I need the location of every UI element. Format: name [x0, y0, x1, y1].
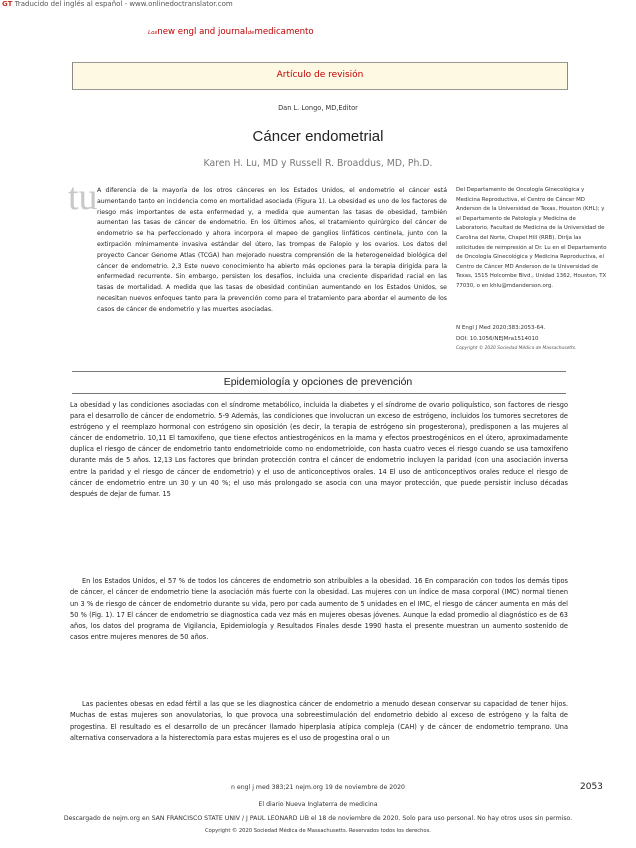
- sidebar-copyright: Copyright © 2020 Sociedad Médica de Massachusetts.: [456, 346, 577, 351]
- article-type-label: Artículo de revisión: [276, 70, 364, 80]
- journal-main-2: medicamento: [254, 27, 314, 37]
- download-notice: Descargado de nejm.org en SAN FRANCISCO STATE UNIV / J PAUL LEONARD LIB el 18 de noviembre de 2020. Solo para uso personal. No hay otros usos sin permiso.: [63, 815, 573, 822]
- article-authors: Karen H. Lu, MD y Russell R. Broaddus, MD, Ph.D.: [203, 158, 433, 169]
- section-rule-bottom: [72, 393, 566, 394]
- translator-text: Traducido del inglés al español - www.onlinedoctranslator.com: [14, 0, 233, 8]
- citation: N Engl J Med 2020;383:2053-64.: [456, 325, 546, 331]
- body-paragraph-1: La obesidad y las condiciones asociadas con el síndrome metabólico, incluida la diabetes y el síndrome de ovario poliquístico, son factores de riesgo para el desarrollo de cáncer de endometrio. 5-9 Además, las condiciones que involucran un exceso de estrógeno, incluidos los tumores secretores de estrógeno y el reemplazo hormonal con estrógeno sin oposición (es decir, la terapia de estrógeno sin progesterona), predisponen a las mujeres al cáncer de endometrio. 10,11 El tamoxifeno, que tiene efectos antiestrogénicos en la mama y efectos proestrogénicos en el útero, aproximadamente duplica el riesgo de cáncer de endometrio tanto endometrioide como no endometrioide, con hasta cuatro veces el riesgo cuando se usa tamoxifeno durante más de 5 años. 12,13 Los factores que brindan protección contra el cáncer de endometrio incluyen la paridad (con una asociación inversa entre la paridad y el riesgo de cáncer de endometrio) y el uso de anticonceptivos orales. 14 El uso de anticonceptivos orales reduce el riesgo de cáncer de endometrio entre un 30 y un 40 %; el uso más prolongado se asocia con una mayor protección, que puede persistir incluso décadas después de dejar de fumar. 15: [70, 401, 568, 498]
- lead-paragraph: A diferencia de la mayoría de los otros cánceres en los Estados Unidos, el endometrio el cáncer está aumentando tanto en incidencia como en mortalidad asociada (Figura 1). La obesidad es uno de los factores de riesgo más importantes de esta enfermedad y, a medida que aumentan las tasas de obesidad, también aumentan las tasas de cáncer de endometrio. En los últimos años, el tratamiento quirúrgico del cáncer de endometrio se ha perfeccionado y ahora incorpora el mapeo de ganglios linfáticos centinela, junto con la extirpación mínimamente invasiva estándar del útero, las trompas de Falopio y los ovarios. Los datos del proyecto Cancer Genome Atlas (TCGA) han mejorado nuestra comprensión de la heterogeneidad biológica del cáncer de endometrio. 2,3 Este nuevo conocimiento ha abierto más opciones para la terapia dirigida para la enfermedad recurrente. Sin embargo, persisten los desafíos, incluida una creciente disparidad racial en las tasas de mortalidad. A medida que las tasas de obesidad continúan aumentando en los Estados Unidos, se necesitan nuevos enfoques tanto para la prevención como para el tratamiento para abordar el aumento de los casos de cáncer de endometrio y las muertes asociadas.: [97, 187, 447, 313]
- drop-cap: tu: [68, 176, 98, 218]
- editor-line: Dan L. Longo, MD,Editor: [278, 104, 358, 112]
- journal-name-footer: El diario Nueva Inglaterra de medicina: [258, 801, 378, 808]
- translator-banner: [2, 0, 233, 8]
- body-paragraph-3: Las pacientes obesas en edad fértil a las que se les diagnostica cáncer de endometrio a menudo desean conservar su capacidad de tener hijos. Muchas de estas mujeres son anovulatorias, lo que provoca una sobreestimulación del endometrio debido al exceso de estrógeno y la falta de progestina. El resultado es el desarrollo de un precáncer llamado hiperplasia atípica compleja (CAH) y de cáncer de endometrio temprano. Una alternativa conservadora a la histerectomía para estas mujeres es el uso de progestina oral o un: [70, 700, 568, 742]
- journal-mid: de: [247, 30, 255, 36]
- section-heading: Epidemiología y opciones de prevención: [223, 376, 413, 388]
- journal-pre: Los: [148, 30, 158, 36]
- article-type-box: [72, 62, 568, 90]
- page-number: 2053: [580, 782, 603, 792]
- issue-footer: n engl j med 383;21 nejm.org 19 de noviembre de 2020: [231, 784, 405, 791]
- article-title: Cáncer endometrial: [252, 128, 384, 145]
- translator-icon: GT: [2, 0, 13, 8]
- journal-masthead: [148, 27, 314, 37]
- copyright-footer: Copyright © 2020 Sociedad Médica de Massachusetts. Reservados todos los derechos.: [205, 828, 431, 834]
- journal-main-1: new engl and journal: [157, 27, 248, 37]
- doi-link[interactable]: DOI: 10.1056/NEJMra1514010: [456, 336, 539, 342]
- author-affiliations: Del Departamento de Oncología Ginecológica y Medicina Reproductiva, el Centro de Cáncer MD Anderson de la Universidad de Texas, Houston (KHL); y el Departamento de Patología y Medicina de Laboratorio, Facultad de Medicina de la Universidad de Carolina del Norte, Chapel Hill (RRB). Dirija las solicitudes de reimpresión al Dr. Lu en el Departamento de Oncología Ginecológica y Medicina Reproductiva, el Centro de Cáncer MD Anderson de la Universidad de Texas, 1515 Holcombe Blvd., Unidad 1362, Houston, TX 77030, o en khlu@mdanderson.org.: [456, 187, 607, 289]
- section-rule-top: [72, 371, 566, 372]
- body-paragraph-2: En los Estados Unidos, el 57 % de todos los cánceres de endometrio son atribuibles a la obesidad. 16 En comparación con todos los demás tipos de cáncer, el cáncer de endometrio tiene la asociación más fuerte con la obesidad. Las mujeres con un índice de masa corporal (IMC) normal tienen un 3 % de riesgo de cáncer de endometrio durante su vida, pero por cada aumento de 5 unidades en el IMC, el riesgo de cáncer aumenta en más del 50 % (Fig. 1). 17 El cáncer de endometrio se diagnostica cada vez más en mujeres obesas jóvenes. Aunque la edad promedio al diagnóstico es de 63 años, los datos del programa de Vigilancia, Epidemiología y Resultados Finales desde 1990 hasta el presente muestran un aumento sostenido de casos entre mujeres menores de 50 años.: [70, 577, 568, 642]
